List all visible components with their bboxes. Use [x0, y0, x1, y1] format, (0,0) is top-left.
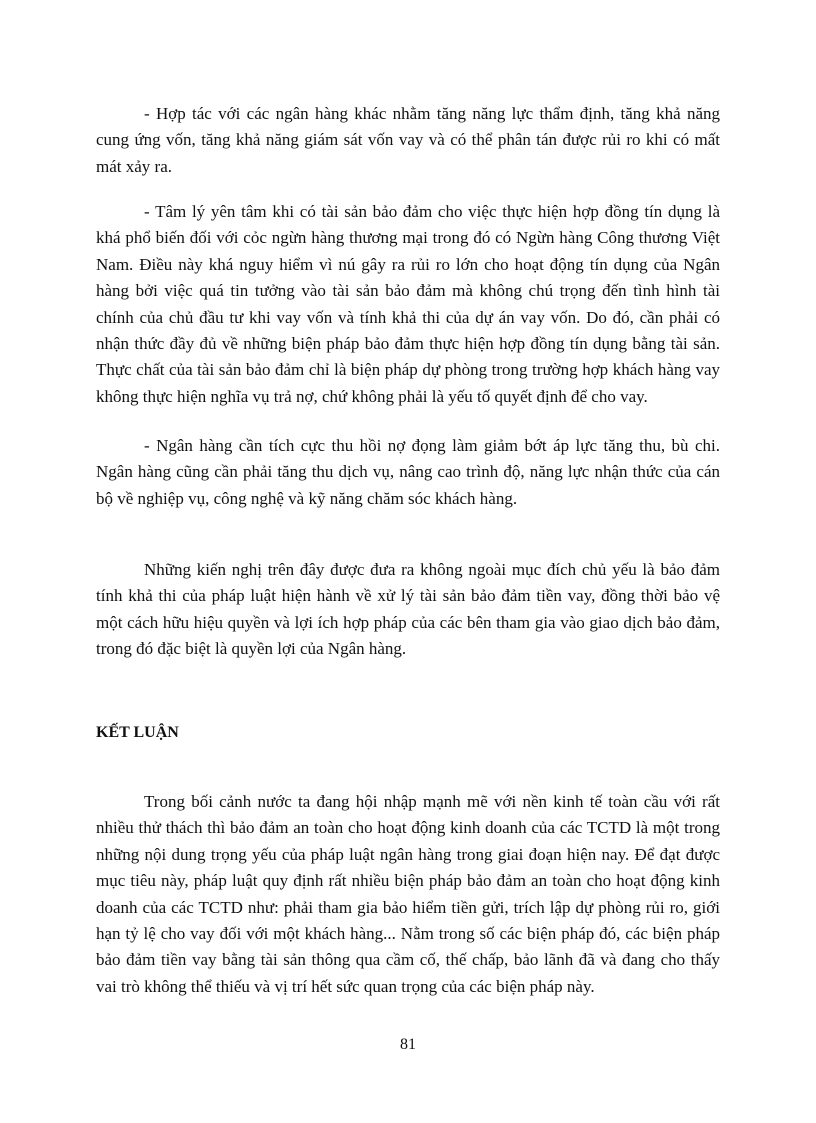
paragraph-debt-recovery: - Ngân hàng cần tích cực thu hồi nợ đọng làm giảm bớt áp lực tăng thu, bù chi. Ngân hàng cũng cần phải tăng thu dịch vụ, nâng cao trình độ, năng lực nhận thức của cán bộ về nghiệp vụ, công nghệ và kỹ năng chăm sóc khách hàng. [96, 436, 720, 508]
paragraph-cooperation: - Hợp tác với các ngân hàng khác nhằm tăng năng lực thẩm định, tăng khả năng cung ứng vốn, tăng khả năng giám sát vốn vay và có thể phân tán được rủi ro khi có mất mát xảy ra. [96, 104, 720, 176]
paragraph-recommendations-summary: Những kiến nghị trên đây được đưa ra không ngoài mục đích chủ yếu là bảo đảm tính khả thi của pháp luật hiện hành về xử lý tài sản bảo đảm tiền vay, đồng thời bảo vệ một cách hữu hiệu quyền và lợi ích hợp pháp của các bên tham gia vào giao dịch bảo đảm, trong đó đặc biệt là quyền lợi của Ngân hàng. [96, 560, 720, 659]
paragraph-collateral-mindset: - Tâm lý yên tâm khi có tài sản bảo đảm cho việc thực hiện hợp đồng tín dụng là khá phổ biến đối với cỏc ngừn hàng thương mại trong đó có Ngừn hàng Công thương Việt Nam. Điều này khá nguy hiểm vì nú gây ra rủi ro lớn cho hoạt động tín dụng của Ngân hàng bởi việc quá tin tưởng vào tài sản bảo đảm mà không chú trọng đến tình hình tài chính của chủ đầu tư khi vay vốn và tính khả thi của dự án vay vốn. Do đó, cần phải có nhận thức đầy đủ về những biện pháp bảo đảm thực hiện hợp đồng tín dụng bằng tài sản. Thực chất của tài sản bảo đảm chỉ là biện pháp dự phòng trong trường hợp khách hàng vay không thực hiện nghĩa vụ trả nợ, chứ không phải là yếu tố quyết định để cho vay. [96, 202, 720, 406]
conclusion-heading: KẾT LUẬN [96, 724, 179, 741]
page-number: 81 [400, 1036, 416, 1053]
paragraph-conclusion: Trong bối cảnh nước ta đang hội nhập mạnh mẽ với nền kinh tế toàn cầu với rất nhiều thử thách thì bảo đảm an toàn cho hoạt động kinh doanh của các TCTD là một trong những nội dung trọng yếu của pháp luật ngân hàng trong giai đoạn hiện nay. Để đạt được mục tiêu này, pháp luật quy định rất nhiều biện pháp bảo đảm an toàn cho hoạt động kinh doanh của các TCTD như: phải tham gia bảo hiểm tiền gửi, trích lập dự phòng rủi ro, giới hạn tỷ lệ cho vay đối với một khách hàng... Nằm trong số các biện pháp đó, các biện pháp bảo đảm tiền vay bằng tài sản thông qua cầm cố, thế chấp, bảo lãnh đã và đang cho thấy vai trò không thể thiếu và vị trí hết sức quan trọng của các biện pháp này. [96, 792, 720, 996]
